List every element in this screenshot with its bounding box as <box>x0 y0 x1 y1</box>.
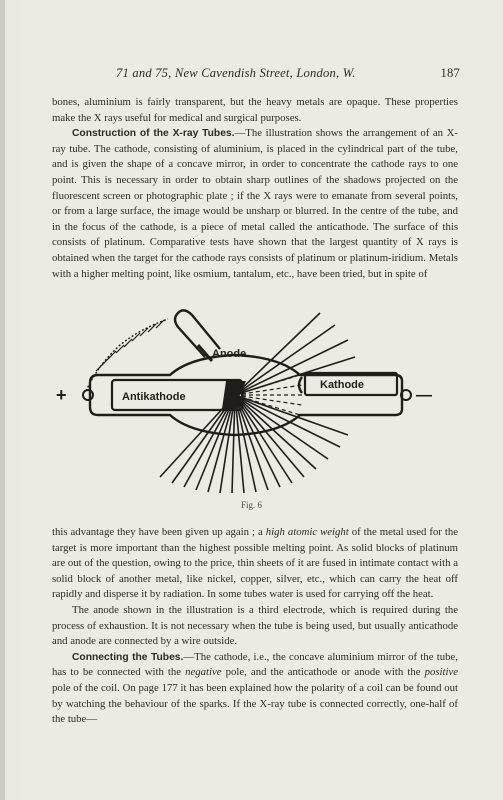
running-head: 71 and 75, New Cavendish Street, London, W. <box>116 66 356 80</box>
minus-sign: — <box>416 387 432 404</box>
paragraph-text: pole, and the anticathode or anode with the <box>221 666 425 679</box>
emphasis: high atomic weight <box>265 526 349 538</box>
paragraph: The anode shown in the illustration is a third electrode, which is required during the process of exhaustion. It is not necessary when the tube is being used, but usually anticathode and anode are connected by a wire outside. <box>52 603 458 648</box>
text-block-bottom <box>52 525 458 728</box>
xray-tube-illustration <box>50 305 470 495</box>
paragraph-text: of the metal used for the target is more important than the highest possible melting point. As solid blocks of platinum are out of the question, owing to the price, thin sheets of it are fused in intimate contact with a solid block of another metal, like nickel, copper, silver, etc., which can carry the heat off rapidly and disperse it by radiation. In some tubes water is used for carrying off the heat. <box>52 526 458 601</box>
positive-terminal <box>83 390 93 400</box>
paragraph-text: —The cathode, i.e., the concave aluminium mirror of the tube, has to be connected with the <box>52 650 458 679</box>
text-block-top <box>52 95 458 282</box>
figure-caption: Fig. 6 <box>240 500 262 510</box>
paragraph <box>52 650 458 728</box>
emphasis: negative <box>185 666 222 679</box>
paragraph-text: pole of the coil. On page 177 it has been explained how the polarity of a coil can be found out by watching the behaviour of the sparks. If the X-ray tube is connected correctly, one-half of the tube— <box>52 681 458 726</box>
page-gutter <box>0 0 5 800</box>
paragraph-text: —The illustration shows the arrangement of an X-ray tube. The cathode, consisting of aluminium, is placed in the cylindrical part of the tube, and is given the shape of a concave mirror, in order to concentrate the cathode rays to one point. This is necessary in order to obtain sharp outlines of the shadows projected on the fluorescent screen or photographic plate ; if the X rays were to emanate from several points, or from a large surface, the image would be unsharp or blurred. In the centre of the tube, and in the focus of the cathode, is a piece of metal called the anticathode. The surface of this consists of platinum. Comparative tests have shown that the largest quantity of X rays is obtained when the target for the cathode rays consists of platinum or platinum-iridium. Metals with a higher melting point, like osmium, tantalum, etc., have been tried, but in spite of <box>52 127 458 280</box>
section-heading: Connecting the Tubes. <box>72 651 184 663</box>
label-antikathode: Antikathode <box>122 391 186 403</box>
section-heading: Construction of the X-ray Tubes. <box>72 128 235 140</box>
paragraph <box>52 525 458 603</box>
emphasis: positive <box>424 666 459 679</box>
running-header <box>116 66 460 81</box>
paragraph <box>52 126 458 282</box>
label-anode: Anode <box>212 348 247 360</box>
paragraph-text: this advantage they have been given up again ; a <box>52 526 266 538</box>
page-number: 187 <box>440 66 460 80</box>
wire-coil <box>96 320 164 371</box>
label-kathode: Kathode <box>320 379 364 391</box>
plus-sign: + <box>56 385 67 405</box>
paragraph: bones, aluminium is fairly transparent, but the heavy metals are opaque. These properties make the X rays useful for medical and surgical purposes. <box>52 96 458 124</box>
